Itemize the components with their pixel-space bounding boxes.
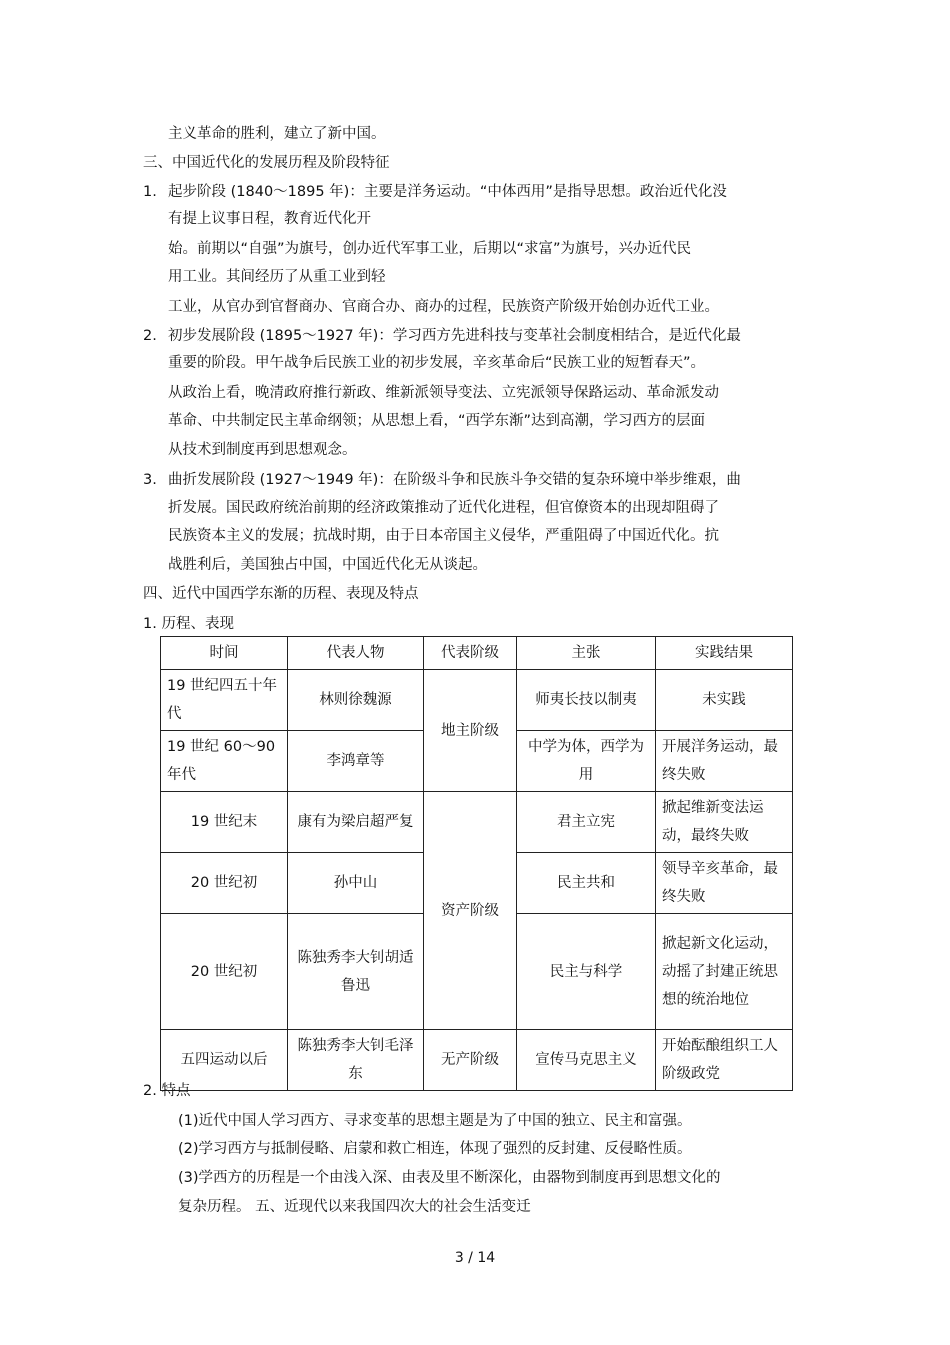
cell-time: 20 世纪初 [161, 914, 288, 1030]
paragraph-line: 从政治上看，晚清政府推行新政、维新派领导变法、立宪派领导保路运动、革命派发动 [168, 385, 719, 401]
paragraph-line: 从技术到制度再到思想观念。 [168, 442, 357, 458]
paragraph-line: 战胜利后，美国独占中国，中国近代化无从谈起。 [168, 557, 487, 573]
paragraph-line: 折发展。国民政府统治前期的经济政策推动了近代化进程，但官僚资本的出现却阻碍了 [168, 500, 719, 516]
list-number: 3. [143, 472, 157, 488]
paragraph-line: 重要的阶段。甲午战争后民族工业的初步发展，辛亥革命后“民族工业的短暂春天”。 [168, 355, 706, 371]
cell-people: 林则徐魏源 [288, 670, 424, 731]
point-line: (1)近代中国人学习西方、寻求变革的思想主题是为了中国的独立、民主和富强。 [178, 1113, 692, 1129]
paragraph-line: 革命、中共制定民主革命纲领；从思想上看，“西学东渐”达到高潮，学习西方的层面 [168, 413, 706, 429]
header-class: 代表阶级 [424, 637, 517, 670]
cell-result: 开始酝酿组织工人阶级政党 [656, 1030, 793, 1091]
header-idea: 主张 [517, 637, 656, 670]
paragraph-line: 民族资本主义的发展；抗战时期，由于日本帝国主义侵华，严重阻碍了中国近代化。抗 [168, 528, 719, 544]
subsection-heading: 1. 历程、表现 [143, 616, 234, 632]
cell-idea: 中学为体，西学为用 [517, 731, 656, 792]
cell-result: 掀起新文化运动，动摇了封建正统思想的统治地位 [656, 914, 793, 1030]
cell-class-proletariat: 无产阶级 [424, 1030, 517, 1091]
section-heading: 四、近代中国西学东渐的历程、表现及特点 [143, 586, 419, 602]
table-header-row [161, 637, 793, 670]
paragraph-line: 初步发展阶段 (1895～1927 年)：学习西方先进科技与变革社会制度相结合，是近代化最 [168, 328, 741, 344]
cell-time: 19 世纪 60～90 年代 [161, 731, 288, 792]
paragraph-line: 用工业。其间经历了从重工业到轻 [168, 269, 386, 285]
paragraph-line: 起步阶段 (1840～1895 年)：主要是洋务运动。“中体西用”是指导思想。政治近代化没 [168, 184, 727, 200]
cell-time: 19 世纪末 [161, 792, 288, 853]
paragraph-line: 始。前期以“自强”为旗号，创办近代军事工业，后期以“求富”为旗号，兴办近代民 [168, 241, 692, 257]
point-line: (3)学西方的历程是一个由浅入深、由表及里不断深化，由器物到制度再到思想文化的 [178, 1170, 721, 1186]
cell-class-bourgeois: 资产阶级 [424, 792, 517, 1030]
paragraph-line: 有提上议事日程，教育近代化开 [168, 211, 371, 227]
page-number: 3 / 14 [454, 1250, 496, 1266]
table-row [161, 670, 793, 731]
cell-people: 陈独秀李大钊胡适鲁迅 [288, 914, 424, 1030]
cell-people: 李鸿章等 [288, 731, 424, 792]
section-heading: 三、中国近代化的发展历程及阶段特征 [143, 155, 390, 171]
cell-idea: 宣传马克思主义 [517, 1030, 656, 1091]
cell-idea: 民主与科学 [517, 914, 656, 1030]
header-time: 时间 [161, 637, 288, 670]
subsection-heading: 2. 特点 [143, 1083, 191, 1099]
history-table [160, 636, 793, 1091]
cell-class-landlord: 地主阶级 [424, 670, 517, 792]
list-number: 1. [143, 184, 157, 200]
cell-idea: 民主共和 [517, 853, 656, 914]
cell-idea: 师夷长技以制夷 [517, 670, 656, 731]
cell-people: 康有为梁启超严复 [288, 792, 424, 853]
paragraph-line: 工业，从官办到官督商办、官商合办、商办的过程，民族资产阶级开始创办近代工业。 [168, 299, 719, 315]
cell-idea: 君主立宪 [517, 792, 656, 853]
intro-tail: 主义革命的胜利，建立了新中国。 [168, 126, 386, 142]
list-number: 2. [143, 328, 157, 344]
cell-time: 19 世纪四五十年代 [161, 670, 288, 731]
cell-result: 领导辛亥革命，最终失败 [656, 853, 793, 914]
table-row [161, 1030, 793, 1091]
cell-people: 陈独秀李大钊毛泽东 [288, 1030, 424, 1091]
paragraph-line: 曲折发展阶段 (1927～1949 年)：在阶级斗争和民族斗争交错的复杂环境中举步维艰，曲 [168, 472, 741, 488]
table-row [161, 792, 793, 853]
cell-people: 孙中山 [288, 853, 424, 914]
point-line: 复杂历程。 五、近现代以来我国四次大的社会生活变迁 [178, 1199, 531, 1215]
header-people: 代表人物 [288, 637, 424, 670]
point-line: (2)学习西方与抵制侵略、启蒙和救亡相连，体现了强烈的反封建、反侵略性质。 [178, 1141, 692, 1157]
cell-time: 20 世纪初 [161, 853, 288, 914]
header-result: 实践结果 [656, 637, 793, 670]
cell-result: 掀起维新变法运动，最终失败 [656, 792, 793, 853]
cell-result: 未实践 [656, 670, 793, 731]
cell-result: 开展洋务运动，最终失败 [656, 731, 793, 792]
cell-time: 五四运动以后 [161, 1030, 288, 1091]
